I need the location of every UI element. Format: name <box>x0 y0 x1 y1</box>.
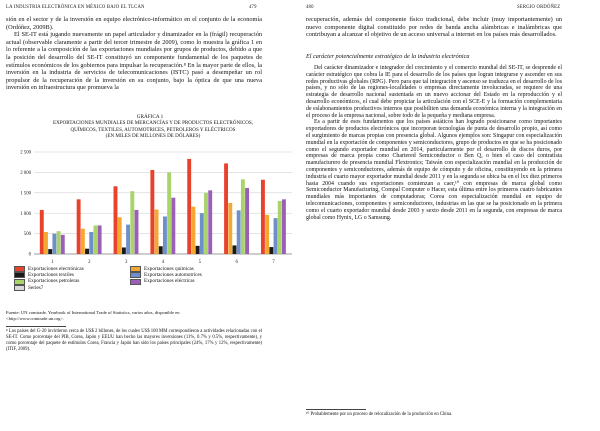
legend-label: Exportaciones electrónicas <box>28 266 84 272</box>
bar <box>155 210 159 254</box>
paragraph: Es a partir de esos fundamentos que los países asiáticos han logrado posicionarse como importantes exportadores de productos electrónicos que incorporan tecnologías de punta de desarrollo propio, así como el surgimiento de marcas propias con presencia global. Algunos ejemplos son: Singapur con especialización mundial en la exportación de componentes y semiconductores, grupo de productos en que se ha posicionado como el segundo exportador mundial en 2014, particularmente por el desarrollo de discos duros, por empresas de marca propia como Chartered Semiconductor o Ben Q, o bien el caso del contratista manufacturero de presencia mundial Flextronics; Taiwán con especialización mundial en la producción de componentes y semiconductores, además de equipo de cómputo y de oficina, constituyendo en la primera industria el cuarto mayor exportador mundial desde 2011 y en la segunda se ubica ba en el lxx diez primeros hasta 2004 cuando sus exportaciones comienzan a caer,¹⁰ con empresas de marca global como Semiconductor Manufacturing, Compal Computer o Hacer, esta última entre los primeros cuatro fabricantes mundiales más importantes de computadoras; Corea con especialización mundial en equipo de telecomunicaciones, componentes y semiconductores, industrias en las que se ha posicionado en la primera como el cuarto exportador mundial desde 2003 y sexto desde 2011 en la segunda, con empresas de marca global como Hynix, LG o Samsung. <box>306 119 562 221</box>
y-tick-label: 2 500 <box>20 150 31 156</box>
x-tick-label: 5 <box>198 260 202 265</box>
legend-swatch <box>130 266 141 272</box>
figure-title-line: QUÍMICOS, TEXTILES, AUTOMOTRICES, PETROLEROS Y ELÉCTRICOS <box>70 126 236 133</box>
bar <box>52 234 56 254</box>
footnote: ⁸ Los países del G-20 invirtieron cerca de US$ 2 billones, de los cuales US$ 100 MM correspondieron a actividades relacionadas con el SE-IT. Como porcentaje del PIB, Corea, Japón y EEUU han hecho las mayores inversiones (11%, 0.7% y 0.5%, respectivamente), y como porcentaje del paquete de estímulos Corea, Francia y Japón han sido los países principales (24%, 17% y 12%, respectivamente) (ITIF, 2009). <box>6 329 262 352</box>
x-tick-label: 4 <box>161 260 165 265</box>
bar <box>130 191 134 254</box>
bar <box>208 190 212 254</box>
right-page <box>300 0 600 431</box>
legend-swatch <box>14 285 25 291</box>
x-tick-label: 3 <box>124 260 128 265</box>
legend-entry <box>14 278 84 284</box>
bar <box>191 207 195 254</box>
paragraph: sión en el sector y de la inversión en equipo electrónico-informático en el conjunto de la economía (Ordóñez, 2009B). <box>6 16 262 31</box>
bar <box>261 180 265 254</box>
legend-label: Exportaciones petroleras <box>28 278 80 285</box>
left-body-text <box>6 16 262 92</box>
figure-source: Fuente: UN comtrade, Yearbook of International Trade of Statistics, varios años, disponible en <http://www.comtrade.un.org>. <box>6 310 180 321</box>
y-tick-label: 2 000 <box>20 171 31 176</box>
bar <box>57 231 61 254</box>
figure-title-line: (EN MILES DE MILLONES DE DÓLARES) <box>105 133 201 140</box>
footnote-rule <box>306 409 366 410</box>
figure-label: GRÁFICA 1 <box>136 114 164 120</box>
bar <box>150 170 154 254</box>
legend-swatch <box>130 279 141 285</box>
legend-label: Exportaciones químicas <box>144 266 194 272</box>
bar <box>89 232 93 254</box>
bar <box>85 249 89 254</box>
legend-swatch <box>14 266 25 272</box>
chart-legend <box>130 266 202 285</box>
running-title: LA INDUSTRIA ELECTRÓNICA EN MÉXICO BAJO EL TLCAN <box>6 5 145 10</box>
bar <box>274 218 278 254</box>
legend-entry <box>14 285 84 291</box>
bar-chart <box>6 148 300 268</box>
bar <box>228 203 232 254</box>
footnote: ¹⁰ Probablemente por un proceso de relocalización de la producción en China. <box>306 412 453 417</box>
legend-label: Exportaciones eléctricas <box>144 278 195 285</box>
bar <box>187 159 191 254</box>
bar <box>77 199 81 254</box>
x-tick-label: 2 <box>88 260 91 265</box>
paragraph: El SE-IT está jugando nuevamente un papel articulador y dinamizador en la (frágil) recuperación actual (observable claramente a partir del tercer trimestre de 2009), como lo muestra la gráfica 1 en lo referente a la composición de las exportaciones mundiales por grupos de productos, debido a que la posición del desarrollo del SE-IT constituyó un componente fundamental de los paquetes de estímulos económicos de los gobiernos para impulsar la recuperación.⁸ En la mayor parte de ellos, la inversión en la industria de servicios de telecomunicaciones (ISTC) pasó a desempeñar un rol propulsor de la recuperación de la inversión en su conjunto, bajo la óptica de que una nueva inversión en infraestructura que promueva la <box>6 31 262 92</box>
legend-swatch <box>14 279 25 285</box>
right-body-text <box>306 65 562 221</box>
x-tick-label: 7 <box>272 260 275 265</box>
bar <box>233 245 237 254</box>
bar <box>196 246 200 254</box>
bar <box>98 225 102 254</box>
bar <box>163 216 167 254</box>
bar <box>159 246 163 254</box>
bar <box>81 229 85 254</box>
page-number: 479 <box>249 5 257 10</box>
legend-label: Series7 <box>28 284 44 291</box>
y-tick-label: 500 <box>23 232 31 238</box>
section-heading: El carácter potencialmente estratégico de la industria electrónica <box>306 53 470 60</box>
figure-title <box>6 120 300 140</box>
bar <box>40 210 44 254</box>
bar <box>282 199 286 254</box>
bar <box>171 198 175 254</box>
figure-title-line: EXPORTACIONES MUNDIALES DE MERCANCÍAS Y DE PRODUCTOS ELECTRÓNICOS, <box>52 120 254 126</box>
running-title: SERGIO ORDÓÑEZ <box>517 5 561 10</box>
y-tick-label: 1 000 <box>20 211 31 217</box>
bar <box>245 188 249 254</box>
bar <box>48 249 52 254</box>
bar <box>167 172 171 254</box>
bar <box>135 210 139 254</box>
legend-entry <box>130 278 202 284</box>
bar <box>118 217 122 254</box>
bar <box>241 179 245 254</box>
bar <box>61 235 65 254</box>
bar <box>265 215 269 254</box>
bar <box>114 186 118 254</box>
bar <box>93 225 97 254</box>
paragraph: Del carácter dinamizador e integrador del crecimiento y el comercio mundial del SE-IT, se desprende el carácter estratégico que cobra la IE para el desarrollo de los países que logran integrarse y ascender en sus redes productivas globales (RPG). Pero para que tal integración y ascenso se traduzca en el desarrollo de los países, y no sólo de las regiones-localidades o empresas directamente involucradas, se requiere de una estrategia de desarrollo nacional sustentada en un nuevo accionar del Estado en la reproducción y el desarrollo económicos, el cual debe propiciar la articulación con el SCE-E y la formación complementaria de eslabonamientos productivos internos que posibiliten una demanda económica interna y la integración en el proceso de la empresa nacional, sobre todo de la pequeña y mediana empresa. <box>306 65 562 119</box>
footnote-rule <box>6 326 66 327</box>
x-tick-label: 1 <box>51 260 54 265</box>
legend-swatch <box>14 272 25 278</box>
legend-swatch <box>130 272 141 278</box>
bar <box>126 225 130 254</box>
right-top-text <box>306 16 562 39</box>
legend-label: Exportaciones automotrices <box>144 272 202 279</box>
y-tick-label: 1 500 <box>20 191 31 197</box>
bar <box>122 247 126 254</box>
bar <box>44 232 48 254</box>
y-tick-label: 0 <box>28 252 31 258</box>
bar <box>269 247 273 254</box>
bar <box>204 193 208 254</box>
bar <box>278 201 282 254</box>
page-number: 480 <box>306 5 314 10</box>
bar <box>200 213 204 254</box>
paragraph: recuperación, además del componente físico tradicional, debe incluir (muy importantemente) un nuevo componente digital constituido por redes de banda ancha alámbricas e inalámbricas que contribuyan a alcanzar el objetivo de un acceso universal a internet en los países más desarrollados. <box>306 16 562 39</box>
bar <box>224 163 228 254</box>
bar <box>237 210 241 254</box>
x-tick-label: 6 <box>235 260 238 265</box>
chart-legend <box>14 266 84 291</box>
legend-label: Exportaciones textiles <box>28 272 74 279</box>
